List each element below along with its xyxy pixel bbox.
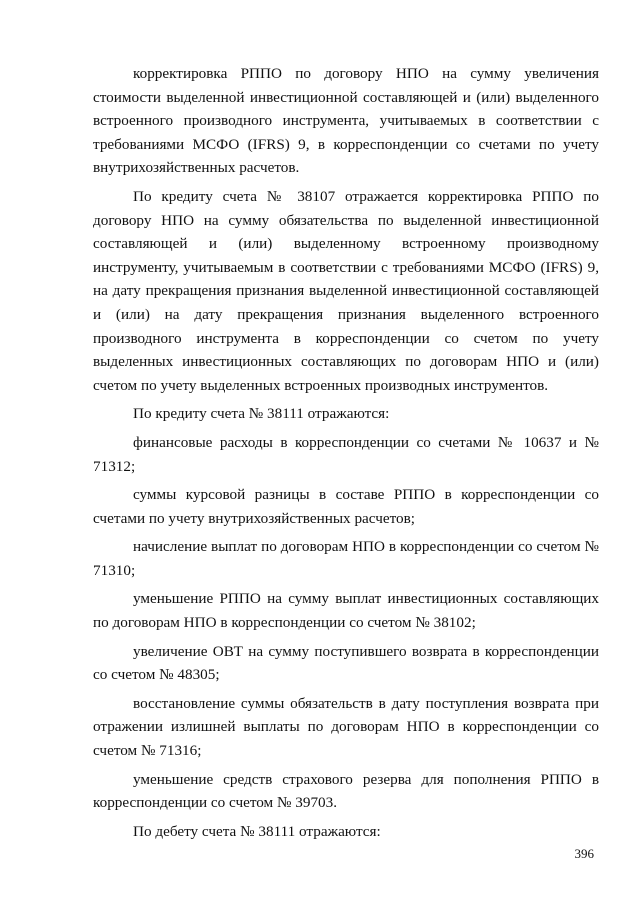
paragraph-2: По кредиту счета № 38107 отражается корректировка РППО по договору НПО на сумму обязательства по выделенной инвестиционной составляющей и (или) выделенному встроенному производному инструменту, учитываемым в соответствии с требованиями МСФО (IFRS) 9, на дату прекращения признания выделенной инвестиционной составляющей и (или) на дату прекращения признания выделенного встроенного производного инструмента в корреспонденции со счетом по учету выделенных инвестиционных составляющих по договорам НПО и (или) счетом по учету выделенных встроенных производных инструментов. (93, 187, 599, 394)
page-number: 396 (574, 846, 594, 861)
paragraph-4: финансовые расходы в корреспонденции со счетами № 10637 и № 71312; (93, 433, 599, 475)
paragraph-3: По кредиту счета № 38111 отражаются: (133, 405, 390, 423)
paragraph-9: восстановление суммы обязательств в дату поступления возврата при отражении излишней выплаты по договорам НПО в корреспонденции со счетом № 71316; (93, 694, 599, 760)
paragraph-8: увеличение ОВТ на сумму поступившего возврата в корреспонденции со счетом № 48305; (93, 642, 599, 684)
paragraph-10: уменьшение средств страхового резерва для пополнения РППО в корреспонденции со счетом № 39703. (93, 770, 599, 812)
paragraph-7: уменьшение РППО на сумму выплат инвестиционных составляющих по договорам НПО в корреспонденции со счетом № 38102; (93, 590, 599, 632)
paragraph-11: По дебету счета № 38111 отражаются: (133, 822, 381, 840)
paragraph-1: корректировка РППО по договору НПО на сумму увеличения стоимости выделенной инвестиционной составляющей и (или) выделенного встроенного производного инструмента, учитываемых в соответствии с требованиями МСФО (IFRS) 9, в корреспонденции со счетами по учету внутрихозяйственных расчетов. (93, 65, 599, 177)
document-body (93, 62, 599, 848)
paragraph-6: начисление выплат по договорам НПО в корреспонденции со счетом № 71310; (93, 538, 599, 579)
paragraph-5: суммы курсовой разницы в составе РППО в корреспонденции со счетами по учету внутрихозяйственных расчетов; (93, 486, 599, 527)
